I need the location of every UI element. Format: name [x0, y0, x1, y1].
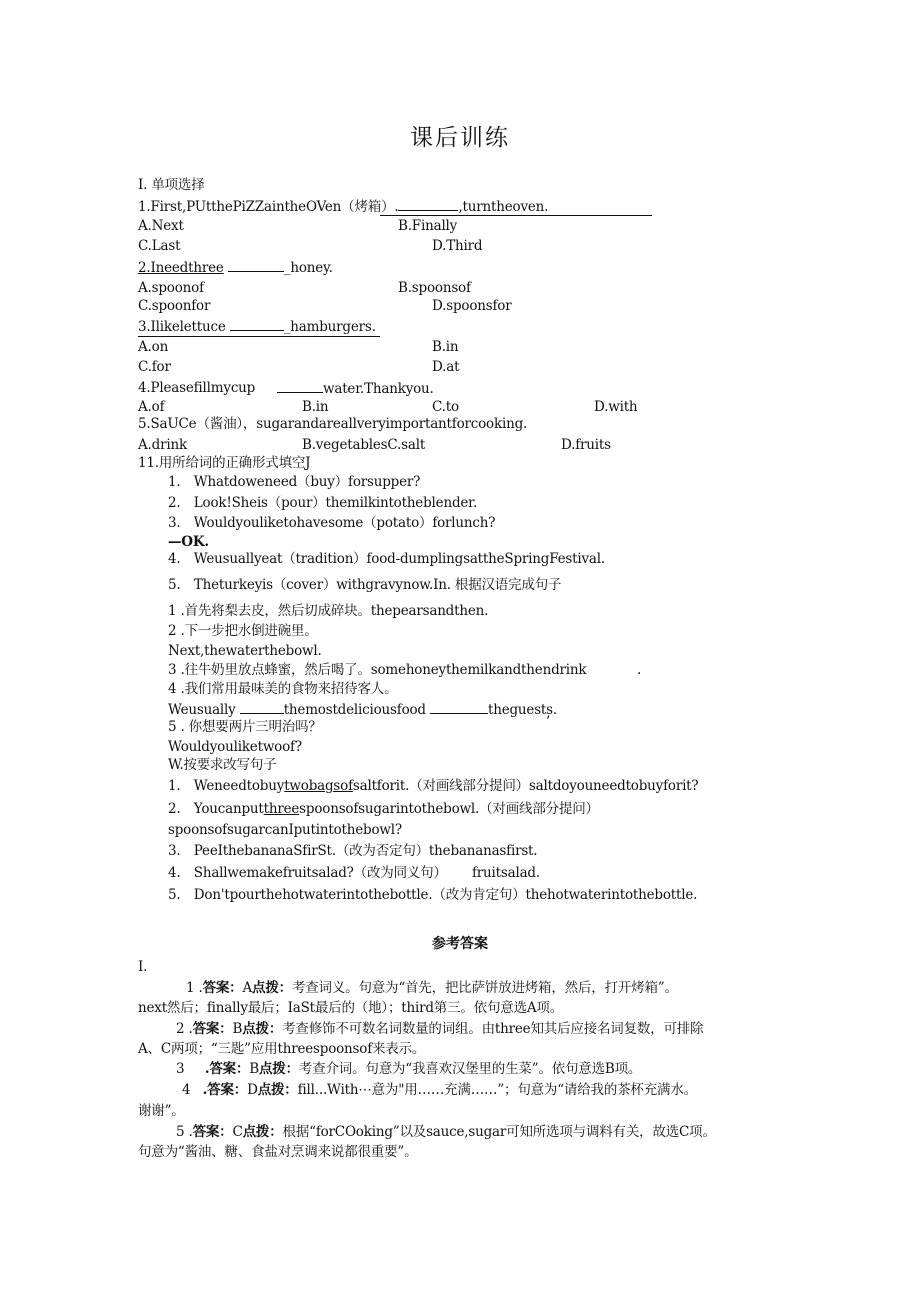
answer-5	[176, 1124, 716, 1141]
q3-stem-a: 3.Ilikelettuce	[138, 319, 226, 335]
answers-roman: I.	[138, 959, 148, 975]
q2-blank	[228, 259, 284, 272]
q1-stem-b: ,turntheoven.	[458, 199, 549, 215]
q1-option-c: C.Last	[138, 238, 181, 254]
q2-option-b: B.spoonsof	[398, 280, 471, 296]
s2-item-3: 3. Wouldyouliketohavesome（potato）forlunch?	[168, 515, 496, 531]
q3-option-c: C.for	[138, 359, 171, 375]
answer-5-text: 根据“forCOoking”以及sauce,sugar可知所选项与调料有关，故选C项。	[282, 1124, 716, 1140]
s3-line-2: 2 .下一步把水倒进碗里。	[168, 623, 318, 639]
q4-stem-b-text: water.Thankyou.	[323, 381, 434, 397]
s3-line-3: Next,thewaterthebowl.	[168, 643, 322, 659]
q3-option-b: B.in	[432, 339, 459, 355]
answer-2-tip: 点拨：	[242, 1021, 283, 1037]
q4-option-d: D.with	[594, 399, 638, 415]
q4-blank	[277, 380, 323, 393]
s3-line-6-blank-1	[240, 701, 284, 714]
answer-2	[176, 1021, 703, 1038]
s3-line-4: 3 .往牛奶里放点蜂蜜，然后喝了。somehoneythemilkandthendrink	[168, 662, 587, 678]
q3-underline	[138, 336, 380, 337]
s3-line-7: 5 . 你想要两片三明治吗？	[168, 719, 322, 735]
q3-option-d: D.at	[432, 359, 460, 375]
q4-option-c: C.to	[432, 399, 459, 415]
q4-option-a: A.of	[138, 399, 165, 415]
s4-row-2-b: spoonsofsugarintothebowl.（对画线部分提问）	[299, 801, 599, 817]
q2-option-a: A.spoonof	[138, 280, 204, 296]
q1-stem-a: 1.First,PUtthePiZZaintheOVen（烤箱）.	[138, 199, 399, 215]
s3-line-8: Wouldyouliketwoof?	[168, 739, 302, 755]
s4-row-4: 4. Shallwemakefruitsalad?（改为同义句）	[168, 865, 447, 881]
answer-2-text: 考查修饰不可数名词数量的词组。由three知其后应接名词复数，可排除	[282, 1021, 704, 1037]
s4-row-1-underlined: twobagsof	[284, 778, 353, 794]
answer-1	[186, 980, 678, 997]
answer-4	[182, 1082, 697, 1099]
s4-row-2-a: 2. Youcanput	[168, 801, 264, 817]
answer-3-tip: 点拨：	[259, 1061, 299, 1077]
q2-option-d: D.spoonsfor	[432, 298, 512, 314]
s3-line-7-mark: ’	[546, 714, 551, 730]
s4-row-1-b: saltforit.（对画线部分提问）saltdoyouneedtobuyforit?	[352, 778, 699, 794]
section4-heading: W.按要求改写句子	[168, 757, 277, 773]
q1-underline	[380, 215, 652, 216]
answer-3-lead: .答案：	[204, 1061, 250, 1077]
answer-1-lead: 答案：	[202, 980, 243, 996]
s4-row-2-underlined: three	[263, 801, 300, 817]
answer-4-cont: 谢谢”。	[138, 1103, 185, 1119]
q4-option-b: B.in	[302, 399, 329, 415]
s3-line-5: 4 .我们常用最味美的食物来招待客人。	[168, 681, 398, 697]
s4-row-1	[168, 778, 698, 795]
answer-5-num: 5 .	[176, 1124, 193, 1140]
s2-item-2: 2. Look!Sheis（pour）themilkintotheblender.	[168, 495, 478, 511]
s3-line-6-b: themostdeliciousfood	[283, 702, 426, 718]
answer-1-num: 1 .	[186, 980, 203, 996]
s4-row-2	[168, 801, 599, 818]
answer-2-cont: A、C两项；“三匙”应用threespoonsof来表示。	[138, 1041, 426, 1057]
q2-option-c: C.spoonfor	[138, 298, 211, 314]
answer-2-lead: 答案：	[192, 1021, 233, 1037]
answer-2-num: 2 .	[176, 1021, 193, 1037]
s4-row-3: 3. PeeIthebananaSfirSt.（改为否定句）thebananasfirst.	[168, 843, 538, 859]
s4-row-2-cont: spoonsofsugarcanIputintothebowl?	[168, 822, 402, 838]
answer-1-text: 考查词义。句意为“首先，把比萨饼放进烤箱，然后，打开烤箱”。	[291, 980, 678, 996]
answer-5-cont: 句意为“酱油、糖、食盐对烹调来说都很重要”。	[138, 1144, 418, 1160]
q4-stem-b	[277, 380, 434, 398]
q4-stem-a: 4.Pleasefillmycup	[138, 380, 256, 396]
q2-stem	[138, 259, 333, 277]
section1-heading: I. 单项选择	[138, 177, 205, 193]
q5-option-d: D.fruits	[561, 437, 611, 453]
q2-stem-b: _honey.	[283, 260, 333, 276]
answer-4-lead: .答案：	[202, 1082, 248, 1098]
q3-stem	[138, 318, 376, 336]
answer-3	[176, 1061, 641, 1078]
answer-1-cont: next然后；finally最后；IaSt最后的（地）；third第三。依句意选A项。	[138, 1000, 564, 1016]
answer-4-num: 4	[182, 1082, 191, 1098]
s3-line-6-c: theguests.	[487, 702, 557, 718]
q3-blank	[230, 318, 284, 331]
answer-5-lead: 答案：	[192, 1124, 233, 1140]
q1-option-d: D.Third	[432, 238, 483, 254]
q3-stem-b: _hamburgers.	[283, 319, 376, 335]
q5-option-a: A.drink	[138, 437, 187, 453]
answer-4-choice: D	[247, 1082, 258, 1098]
answer-3-num: 3	[176, 1061, 185, 1077]
section2-heading: 11.用所给词的正确形式填空J	[138, 455, 311, 471]
s3-line-1: 1 .首先将梨去皮，然后切成碎块。thepearsandthen.	[168, 603, 489, 619]
q3-option-a: A.on	[138, 339, 169, 355]
s4-row-4-end: fruitsalad.	[472, 865, 540, 881]
answer-4-tip: 点拨：	[257, 1082, 298, 1098]
q1-stem	[138, 198, 548, 216]
answer-2-choice: B	[232, 1021, 243, 1037]
q1-option-b: B.Finally	[398, 218, 458, 234]
answer-5-tip: 点拨：	[242, 1124, 283, 1140]
s4-row-5: 5. Don'tpourthehotwaterintothebottle.（改为肯定句）thehotwaterintothebottle.	[168, 887, 698, 903]
s3-line-6-blank-2	[430, 701, 488, 714]
answer-3-choice: B	[249, 1061, 259, 1077]
q2-stem-a: 2.Ineedthree	[138, 260, 224, 276]
s3-line-6-a: Weusually	[168, 702, 236, 718]
page-title: 课后训练	[410, 125, 510, 151]
s4-row-1-a: 1. Weneedtobuy	[168, 778, 285, 794]
s2-item-3-reply: —OK.	[168, 534, 209, 550]
answer-1-choice: A	[242, 980, 253, 996]
answers-heading: 参考答案	[432, 936, 488, 952]
q5-option-bc: B.vegetablesC.salt	[302, 437, 426, 453]
s3-line-4-end: .	[637, 662, 642, 678]
q1-blank	[398, 198, 458, 211]
s2-item-5: 5. Theturkeyis（cover）withgravynow.In. 根据汉语完成句子	[168, 577, 562, 593]
q5-stem: 5.SaUCe（酱油），sugarandareallveryimportantforcooking.	[138, 416, 528, 432]
answer-3-text: 考查介词。句意为“我喜欢汉堡里的生菜”。依句意选B项。	[298, 1061, 642, 1077]
answer-1-tip: 点拨：	[252, 980, 292, 996]
q1-option-a: A.Next	[138, 218, 184, 234]
s2-item-1: 1. Whatdoweneed（buy）forsupper?	[168, 474, 421, 490]
s3-line-6	[168, 701, 557, 719]
answer-5-choice: C	[232, 1124, 243, 1140]
answer-4-text: fill...With⋯意为"用……充满……”；句意为“请给我的茶杯充满水。	[297, 1082, 697, 1098]
s2-item-4: 4. Weusuallyeat（tradition）food-dumplingsattheSpringFestival.	[168, 551, 605, 567]
